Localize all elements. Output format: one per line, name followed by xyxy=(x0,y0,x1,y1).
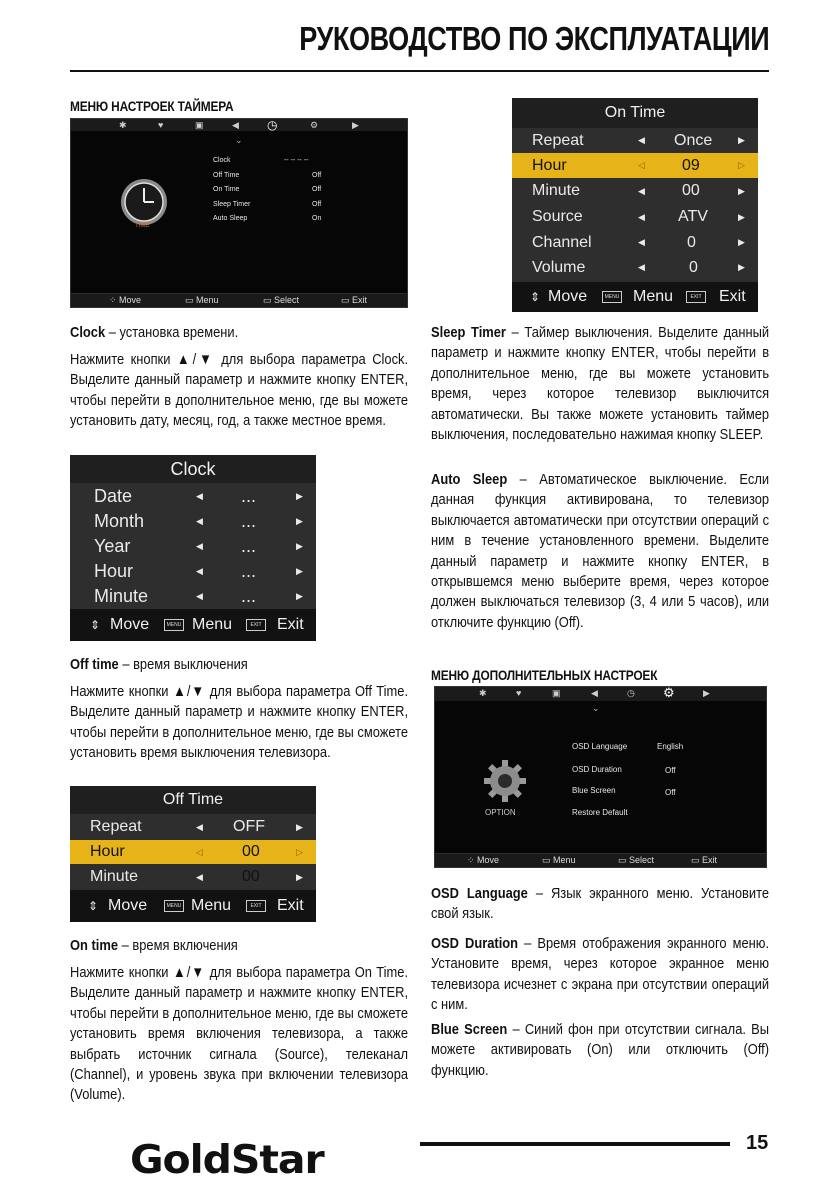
clock-submenu-footer xyxy=(70,609,316,641)
menu-key-icon: MENU xyxy=(164,619,184,631)
off-time-description xyxy=(70,682,408,764)
channel-label: Channel xyxy=(532,234,592,251)
minute-value: ... xyxy=(241,586,257,606)
select-key-icon: ▭ xyxy=(618,855,630,865)
sleep-timer-term: Sleep Timer xyxy=(431,324,506,341)
auto-sleep-text: – Автоматическое выключение. Если данная функция активирована, то телевизор выключается автоматически при отсутствии операций с ним в течение установленного времени. Выделите данный параметр и нажмите кнопку ENTER, в открывшемся меню выберите время, через которое должен выключаться телевизор (3, 4 или 5 часов), или отключите функцию (Off). xyxy=(431,471,770,631)
menu-hint: Menu xyxy=(192,616,233,633)
channel-row[interactable] xyxy=(512,230,758,255)
page-number: 15 xyxy=(746,1132,769,1154)
source-row[interactable] xyxy=(512,204,758,230)
month-row[interactable] xyxy=(70,509,316,534)
menu-footer-bar xyxy=(71,293,407,307)
off-time-row-label[interactable]: Off Time xyxy=(213,172,240,179)
blue-screen-row-value: Off xyxy=(665,788,676,797)
on-time-term: On time xyxy=(70,937,119,954)
right-arrow-icon[interactable]: ▶ xyxy=(296,541,303,551)
move-hint: ⁘ Move xyxy=(467,855,500,865)
osd-language-text: – Язык экранного меню. Установите свой язык. xyxy=(431,885,770,923)
select-hint: ▭ Select xyxy=(618,855,655,865)
left-arrow-icon[interactable]: ◀ xyxy=(196,491,203,501)
osd-duration-term: OSD Duration xyxy=(431,935,519,952)
left-arrow-icon[interactable]: ◀ xyxy=(638,186,645,196)
clock-term: Clock xyxy=(70,324,106,341)
lock-tab-icon: ▶ xyxy=(352,120,359,130)
picture-tab-icon: ✱ xyxy=(119,120,127,130)
left-arrow-icon[interactable]: ◁ xyxy=(196,847,203,857)
minute-label: Minute xyxy=(532,182,581,199)
off-time-definition: – время выключения xyxy=(118,656,248,673)
restore-default-row-label[interactable]: Restore Default xyxy=(572,808,628,817)
osd-duration-row-label[interactable]: OSD Duration xyxy=(572,765,622,774)
clock-definition: – установка времени. xyxy=(105,324,239,341)
menu-hint: Menu xyxy=(633,288,674,305)
right-arrow-icon[interactable]: ▶ xyxy=(738,262,745,272)
blue-screen-term: Blue Screen xyxy=(431,1021,508,1038)
menu-footer-bar xyxy=(435,853,766,867)
left-arrow-icon[interactable]: ◀ xyxy=(638,212,645,222)
hour-label: Hour xyxy=(94,561,134,581)
exit-key-icon: EXIT xyxy=(246,619,266,631)
hour-value: 09 xyxy=(682,157,700,174)
select-hint: ▭ Select xyxy=(263,295,300,305)
clock-row-label[interactable]: Clock xyxy=(213,157,231,164)
channel-tab-icon: ▣ xyxy=(552,688,561,698)
osd-duration-description xyxy=(431,934,769,1016)
repeat-value: OFF xyxy=(233,818,265,835)
auto-sleep-term: Auto Sleep xyxy=(431,471,508,488)
channel-tab-icon: ▣ xyxy=(195,120,204,130)
left-arrow-icon[interactable]: ◀ xyxy=(196,541,203,551)
repeat-row[interactable] xyxy=(512,128,758,153)
clock-row-value: -- -- -- -- xyxy=(284,157,309,164)
osd-duration-text: – Время отображения экранного меню. Установите время, через которое экранное меню телевизора исчезнет с экрана при отсутствии операций с ним. xyxy=(431,935,770,1014)
osd-language-term: OSD Language xyxy=(431,885,528,902)
exit-key-icon: ▭ xyxy=(341,295,353,305)
volume-label: Volume xyxy=(532,259,586,276)
right-arrow-icon[interactable]: ▶ xyxy=(296,566,303,576)
minute-label: Minute xyxy=(94,586,149,606)
menu-hint: ▭ Menu xyxy=(185,295,219,305)
picture-tab-icon: ✱ xyxy=(479,688,487,698)
volume-row[interactable] xyxy=(512,255,758,280)
option-tab-icon: ⚙ xyxy=(663,686,675,700)
menu-key-icon: ▭ xyxy=(542,855,554,865)
menu-key-icon: MENU xyxy=(164,900,184,912)
move-hint: ⁘ Move xyxy=(109,295,142,305)
move-hint: Move xyxy=(108,897,148,914)
right-arrow-icon[interactable]: ▶ xyxy=(738,237,745,247)
lock-tab-icon: ▶ xyxy=(703,688,710,698)
left-arrow-icon[interactable]: ◁ xyxy=(638,160,645,170)
off-time-submenu xyxy=(70,786,316,922)
exit-key-icon: EXIT xyxy=(686,291,706,303)
on-time-description xyxy=(70,963,408,1106)
clock-term-paragraph xyxy=(70,323,408,343)
updown-arrows-icon: ⇕ xyxy=(530,290,541,304)
move-hint: Move xyxy=(110,616,150,633)
left-arrow-icon[interactable]: ◀ xyxy=(196,566,203,576)
repeat-label: Repeat xyxy=(532,132,584,149)
off-time-submenu-title: Off Time xyxy=(70,786,316,814)
date-value: ... xyxy=(241,486,257,506)
off-time-submenu-footer xyxy=(70,890,316,922)
exit-key-icon: ▭ xyxy=(691,855,703,865)
hour-label: Hour xyxy=(90,843,125,860)
menu-key-icon: ▭ xyxy=(185,295,197,305)
source-label: Source xyxy=(532,208,583,225)
menu-tab-bar xyxy=(435,687,766,701)
date-label: Date xyxy=(94,486,133,506)
move-arrows-icon: ⁘ xyxy=(109,295,120,305)
exit-hint: Exit xyxy=(277,616,304,633)
clock-tab-icon: ◷ xyxy=(627,688,635,698)
off-time-term-paragraph xyxy=(70,655,408,675)
left-arrow-icon[interactable]: ◀ xyxy=(638,262,645,272)
osd-language-description xyxy=(431,884,769,925)
on-time-description-text: Нажмите кнопки ▲/▼ для выбора параметра On Time. Выделите данный параметр и нажмите кнопку ENTER, чтобы перейти в дополнительное меню, где вы сможете установить время включения телевизора, а также выбрать источник сигнала (Source), телеканал (Channel), и уровень звука при включении телевизора (Volume). xyxy=(70,964,409,1104)
on-time-submenu xyxy=(512,98,758,312)
left-arrow-icon[interactable]: ◀ xyxy=(196,591,203,601)
minute-row[interactable] xyxy=(70,584,316,609)
chevron-down-icon: ⌄ xyxy=(592,703,600,713)
osd-language-row-value: English xyxy=(657,742,684,751)
channel-value: 0 xyxy=(687,234,696,251)
sleep-timer-row-label[interactable]: Sleep Timer xyxy=(213,201,251,208)
sleep-timer-text: – Таймер выключения. Выделите данный параметр и нажмите кнопку ENTER, чтобы перейти в дополнительное меню, где вы можете установить время, через которое телевизор выключится автоматически. Вы также можете установить таймер выключения, последовательно нажимая кнопку SLEEP. xyxy=(431,324,770,444)
option-gear-icon xyxy=(483,759,527,803)
on-time-submenu-title: On Time xyxy=(512,98,758,128)
sound-tab-icon: ♥ xyxy=(516,688,522,698)
menu-hint: ▭ Menu xyxy=(542,855,576,865)
time-icon-label: TIME xyxy=(135,223,150,229)
menu-key-icon: MENU xyxy=(602,291,622,303)
right-arrow-icon[interactable]: ▶ xyxy=(296,491,303,501)
clock-description-text: Нажмите кнопки ▲/▼ для выбора параметра Clock. Выделите данный параметр и нажмите кнопку ENTER, чтобы перейти в дополнительное меню, где вы можете установить дату, месяц, год, а также местное время. xyxy=(70,351,409,430)
menu-hint: Menu xyxy=(191,897,232,914)
move-hint: Move xyxy=(548,288,588,305)
left-arrow-icon[interactable]: ◀ xyxy=(638,135,645,145)
right-arrow-icon[interactable]: ▶ xyxy=(296,516,303,526)
clock-description xyxy=(70,350,408,432)
month-value: ... xyxy=(241,511,257,531)
blue-screen-row-label[interactable]: Blue Screen xyxy=(572,786,616,795)
on-time-row-label[interactable]: On Time xyxy=(213,186,240,193)
select-key-icon: ▭ xyxy=(263,295,275,305)
blue-screen-text: – Синий фон при отсутствии сигнала. Вы можете активировать (On) или отключить (Off) функцию. xyxy=(431,1021,770,1079)
option-menu-screenshot xyxy=(434,686,767,868)
hour-row[interactable] xyxy=(70,559,316,584)
blue-screen-description xyxy=(431,1020,769,1081)
repeat-row[interactable] xyxy=(70,814,316,840)
left-arrow-icon[interactable]: ◀ xyxy=(196,872,203,882)
auto-sleep-description xyxy=(431,470,769,633)
volume-tab-icon: ◀ xyxy=(591,688,598,698)
right-arrow-icon[interactable]: ▶ xyxy=(296,591,303,601)
volume-tab-icon: ◀ xyxy=(232,120,239,130)
hour-row-selected[interactable] xyxy=(512,153,758,178)
osd-language-row-label[interactable]: OSD Language xyxy=(572,742,628,751)
clock-submenu xyxy=(70,455,316,641)
auto-sleep-row-label[interactable]: Auto Sleep xyxy=(213,215,248,222)
exit-hint: ▭ Exit xyxy=(341,295,368,305)
minute-row[interactable] xyxy=(512,178,758,204)
sound-tab-icon: ♥ xyxy=(158,120,164,130)
document-title: РУКОВОДСТВО ПО ЭКСПЛУАТАЦИИ xyxy=(298,20,769,57)
minute-value: 00 xyxy=(682,182,700,199)
minute-row[interactable] xyxy=(70,864,316,890)
clock-icon xyxy=(119,177,169,227)
left-arrow-icon[interactable]: ◀ xyxy=(638,237,645,247)
exit-key-icon: EXIT xyxy=(246,900,266,912)
hour-value: 00 xyxy=(242,843,260,860)
move-arrows-icon: ⁘ xyxy=(467,855,478,865)
on-time-row-value: Off xyxy=(312,186,322,193)
minute-label: Minute xyxy=(90,868,139,885)
left-arrow-icon[interactable]: ◀ xyxy=(196,516,203,526)
auto-sleep-row-value: On xyxy=(312,215,322,222)
hour-row-selected[interactable] xyxy=(70,840,316,864)
year-value: ... xyxy=(241,536,257,556)
on-time-definition: – время включения xyxy=(118,937,238,954)
hour-label: Hour xyxy=(532,157,567,174)
month-label: Month xyxy=(94,511,145,531)
exit-hint: Exit xyxy=(719,288,746,305)
minute-value: 00 xyxy=(242,868,260,885)
chevron-down-icon: ⌄ xyxy=(235,135,243,145)
clock-tab-icon: ◷ xyxy=(267,118,278,132)
right-arrow-icon[interactable]: ▷ xyxy=(296,847,303,857)
option-tab-icon: ⚙ xyxy=(310,120,319,130)
repeat-label: Repeat xyxy=(90,818,142,835)
source-value: ATV xyxy=(678,208,708,225)
right-arrow-icon[interactable]: ▶ xyxy=(296,822,303,832)
left-arrow-icon[interactable]: ◀ xyxy=(196,822,203,832)
updown-arrows-icon: ⇕ xyxy=(90,618,101,632)
option-icon-label: OPTION xyxy=(485,808,516,817)
on-time-term-paragraph xyxy=(70,936,408,956)
sleep-timer-description xyxy=(431,323,769,445)
header-rule xyxy=(70,70,769,72)
repeat-value: Once xyxy=(674,132,713,149)
hour-value: ... xyxy=(241,561,257,581)
timer-menu-screenshot xyxy=(70,118,408,308)
goldstar-logo: GoldStar xyxy=(130,1138,324,1183)
off-time-term: Off time xyxy=(70,656,119,673)
off-time-description-text: Нажмите кнопки ▲/▼ для выбора параметра Off Time. Выделите данный параметр и нажмите кнопку ENTER, чтобы перейти в дополнительное меню, где вы сможете установить время выключения телевизора. xyxy=(70,683,409,762)
right-arrow-icon[interactable]: ▶ xyxy=(738,212,745,222)
right-arrow-icon[interactable]: ▶ xyxy=(296,872,303,882)
volume-value: 0 xyxy=(689,259,698,276)
osd-duration-row-value: Off xyxy=(665,766,676,775)
off-time-row-value: Off xyxy=(312,172,322,179)
exit-hint: Exit xyxy=(277,897,304,914)
clock-submenu-title: Clock xyxy=(70,455,316,483)
menu-tab-bar xyxy=(71,119,407,131)
sleep-timer-row-value: Off xyxy=(312,201,322,208)
right-arrow-icon[interactable]: ▶ xyxy=(738,135,745,145)
date-row[interactable] xyxy=(70,483,316,509)
timer-section-heading: МЕНЮ НАСТРОЕК ТАЙМЕРА xyxy=(70,98,234,114)
options-section-heading: МЕНЮ ДОПОЛНИТЕЛЬНЫХ НАСТРОЕК xyxy=(431,667,658,683)
exit-hint: ▭ Exit xyxy=(691,855,718,865)
right-arrow-icon[interactable]: ▷ xyxy=(738,160,745,170)
right-arrow-icon[interactable]: ▶ xyxy=(738,186,745,196)
on-time-submenu-footer xyxy=(512,282,758,312)
year-row[interactable] xyxy=(70,534,316,559)
updown-arrows-icon: ⇕ xyxy=(88,899,99,913)
footer-rule xyxy=(420,1142,730,1146)
year-label: Year xyxy=(94,536,131,556)
